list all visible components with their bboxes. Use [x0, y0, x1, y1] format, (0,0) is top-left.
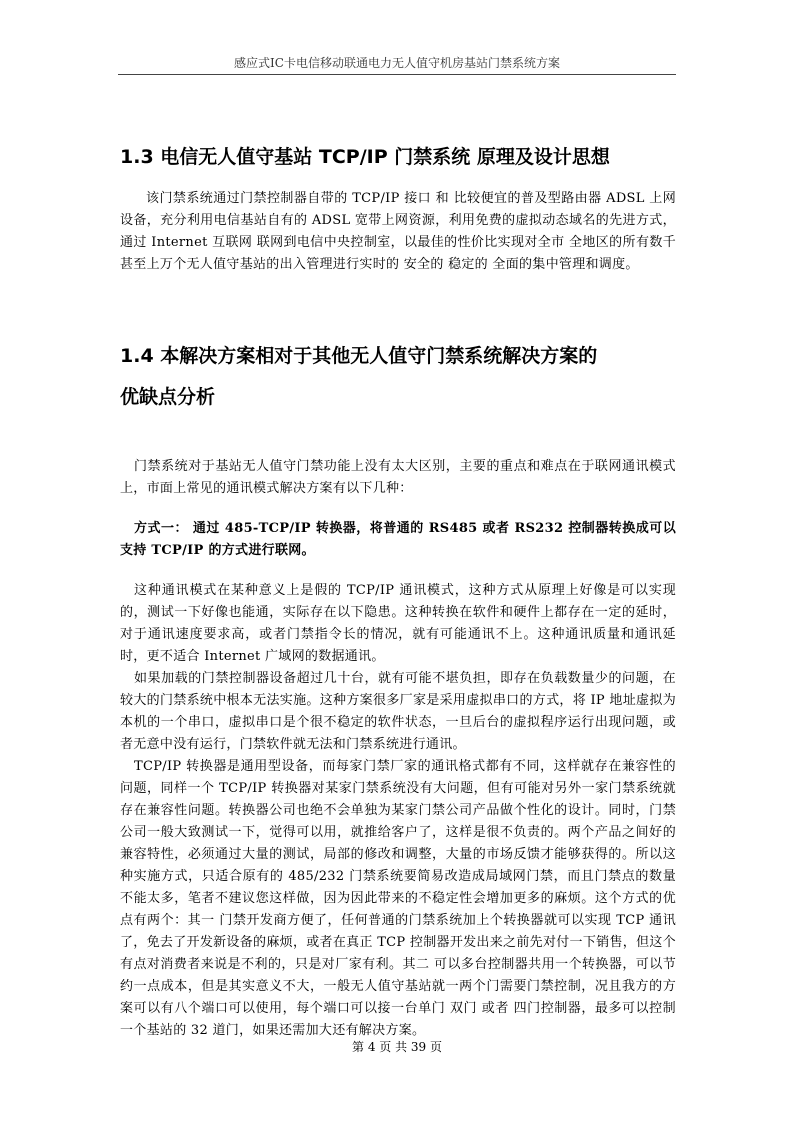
page-number: 第 4 页 共 39 页: [352, 1040, 442, 1054]
page-header: 感应式IC卡电信移动联通电力无人值守机房基站门禁系统方案: [118, 56, 676, 75]
section-1-3-paragraph: 该门禁系统通过门禁控制器自带的 TCP/IP 接口 和 比较便宜的普及型路由器 ADSL 上网设备，充分利用电信基站自有的 ADSL 宽带上网资源，利用免费的虚拟动态域名的先进方式，通过 Internet 互联网 联网到电信中央控制室，以最佳的性价比实现对全市 全地区的所有数千甚至上万个无人值守基站的出入管理进行实时的 安全的 稳定的 全面的集中管理和调度。: [120, 191, 676, 272]
method-1-paragraph-b: 如果加载的门禁控制器设备超过几十台，就有可能不堪负担，即存在负载数量少的问题，在较大的门禁系统中根本无法实施。这种方案很多厂家是采用虚拟串口的方式，将 IP 地址虚拟为本机的一个串口，虚拟串口是个很不稳定的软件状态，一旦后台的虚拟程序运行出现问题，或者无意中没有运行，门禁软件就无法和门禁系统进行通讯。: [120, 671, 676, 752]
section-1-4-heading-line2: 优缺点分析: [120, 386, 216, 408]
section-1-4-heading-line1: 1.4 本解决方案相对于其他无人值守门禁系统解决方案的: [120, 345, 598, 367]
method-1-title: 方式一： 通过 485-TCP/IP 转换器，将普通的 RS485 或者 RS232 控制器转换成可以支持 TCP/IP 的方式进行联网。: [120, 521, 676, 558]
method-1-paragraph-a: 这种通讯模式在某种意义上是假的 TCP/IP 通讯模式，这种方式从原理上好像是可以实现的，测试一下好像也能通，实际存在以下隐患。这种转换在软件和硬件上都存在一定的延时，对于通讯速度要求高，或者门禁指令长的情况，就有可能通讯不上。这种通讯质量和通讯延时，更不适合 Internet 广域网的数据通讯。: [120, 583, 676, 664]
section-1-3-heading: 1.3 电信无人值守基站 TCP/IP 门禁系统 原理及设计思想: [120, 146, 610, 168]
section-1-4-intro: 门禁系统对于基站无人值守门禁功能上没有太大区别，主要的重点和难点在于联网通讯模式上，市面上常见的通讯模式解决方案有以下几种：: [120, 459, 676, 496]
method-1-paragraph-c: TCP/IP 转换器是通用型设备，而每家门禁厂家的通讯格式都有不同，这样就存在兼容性的问题，同样一个 TCP/IP 转换器对某家门禁系统没有大问题，但有可能对另外一家门禁系统就存在兼容性问题。转换器公司也绝不会单独为某家门禁公司产品做个性化的设计。同时，门禁公司一般大致测试一下，觉得可以用，就推给客户了，这样是很不负责的。两个产品之间好的兼容特性，必须通过大量的测试，局部的修改和调整，大量的市场反馈才能够获得的。所以这种实施方式，只适合原有的 485/232 门禁系统要简易改造成局域网门禁，而且门禁点的数量不能太多，笔者不建议您这样做，因为因此带来的不稳定性会增加更多的麻烦。这个方式的优点有两个：其一 门禁开发商方便了，任何普通的门禁系统加上个转换器就可以实现 TCP 通讯了，免去了开发新设备的麻烦，或者在真正 TCP 控制器开发出来之前先对付一下销售，但这个有点对消费者来说是不利的，只是对厂家有利。其二 可以多台控制器共用一个转换器，可以节约一点成本，但是其实意义不大，一般无人值守基站就一两个门需要门禁控制，况且我方的方案可以有八个端口可以使用，每个端口可以接一台单门 双门 或者 四门控制器，最多可以控制一个基站的 32 道门，如果还需加大还有解决方案。: [120, 759, 676, 1038]
